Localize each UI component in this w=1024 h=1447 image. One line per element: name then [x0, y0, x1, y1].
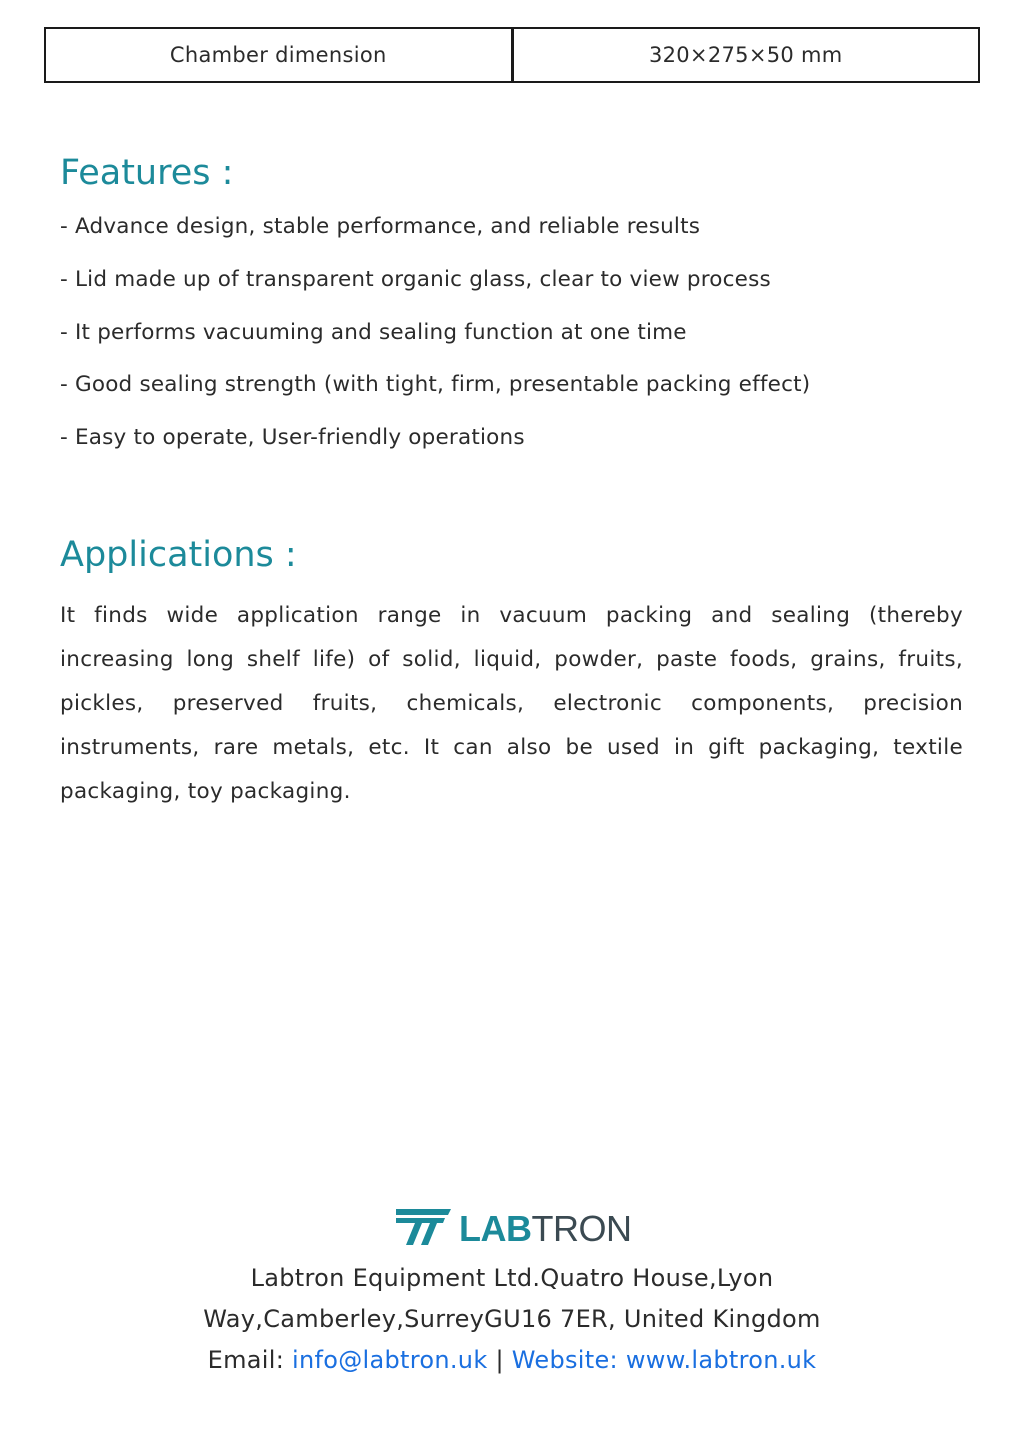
email-link[interactable]: info@labtron.uk	[292, 1346, 488, 1374]
contact-line	[0, 1346, 1024, 1374]
spec-table	[44, 27, 980, 83]
address-line-2: Way,Camberley,SurreyGU16 7ER, United Kingdom	[203, 1305, 821, 1333]
email-label: Email:	[207, 1346, 293, 1374]
features-heading: Features :	[60, 153, 234, 193]
applications-paragraph: It finds wide application range in vacuum packing and sealing (thereby increasing long shelf life) of solid, liquid, powder, paste foods, grains, fruits, pickles, preserved fruits, chemicals, electronic components, precision instruments, rare metals, etc. It can also be used in gift packaging, textile packaging, toy packaging.	[60, 603, 963, 804]
feature-item: - It performs vacuuming and sealing function at one time	[60, 319, 687, 345]
feature-item: - Good sealing strength (with tight, firm, presentable packing effect)	[60, 372, 811, 398]
labtron-logo	[393, 1205, 633, 1249]
labtron-logo-icon	[393, 1205, 457, 1249]
feature-item: - Lid made up of transparent organic glass, clear to view process	[60, 266, 771, 292]
feature-item: - Easy to operate, User-friendly operations	[60, 425, 525, 451]
address-line-1: Labtron Equipment Ltd.Quatro House,Lyon	[250, 1264, 774, 1292]
applications-heading: Applications :	[60, 535, 297, 575]
feature-item: - Advance design, stable performance, and reliable results	[60, 214, 701, 239]
spec-label-cell: Chamber dimension	[46, 29, 514, 81]
logo-lab-text: LAB	[459, 1208, 532, 1249]
features-list	[60, 214, 810, 478]
website-link[interactable]: www.labtron.uk	[625, 1346, 817, 1374]
website-label[interactable]: Website:	[511, 1346, 626, 1374]
spec-value-cell: 320×275×50 mm	[648, 43, 843, 67]
logo-wordmark	[459, 1208, 632, 1249]
contact-separator: |	[487, 1346, 512, 1374]
logo-tron-text: TRON	[531, 1208, 632, 1249]
